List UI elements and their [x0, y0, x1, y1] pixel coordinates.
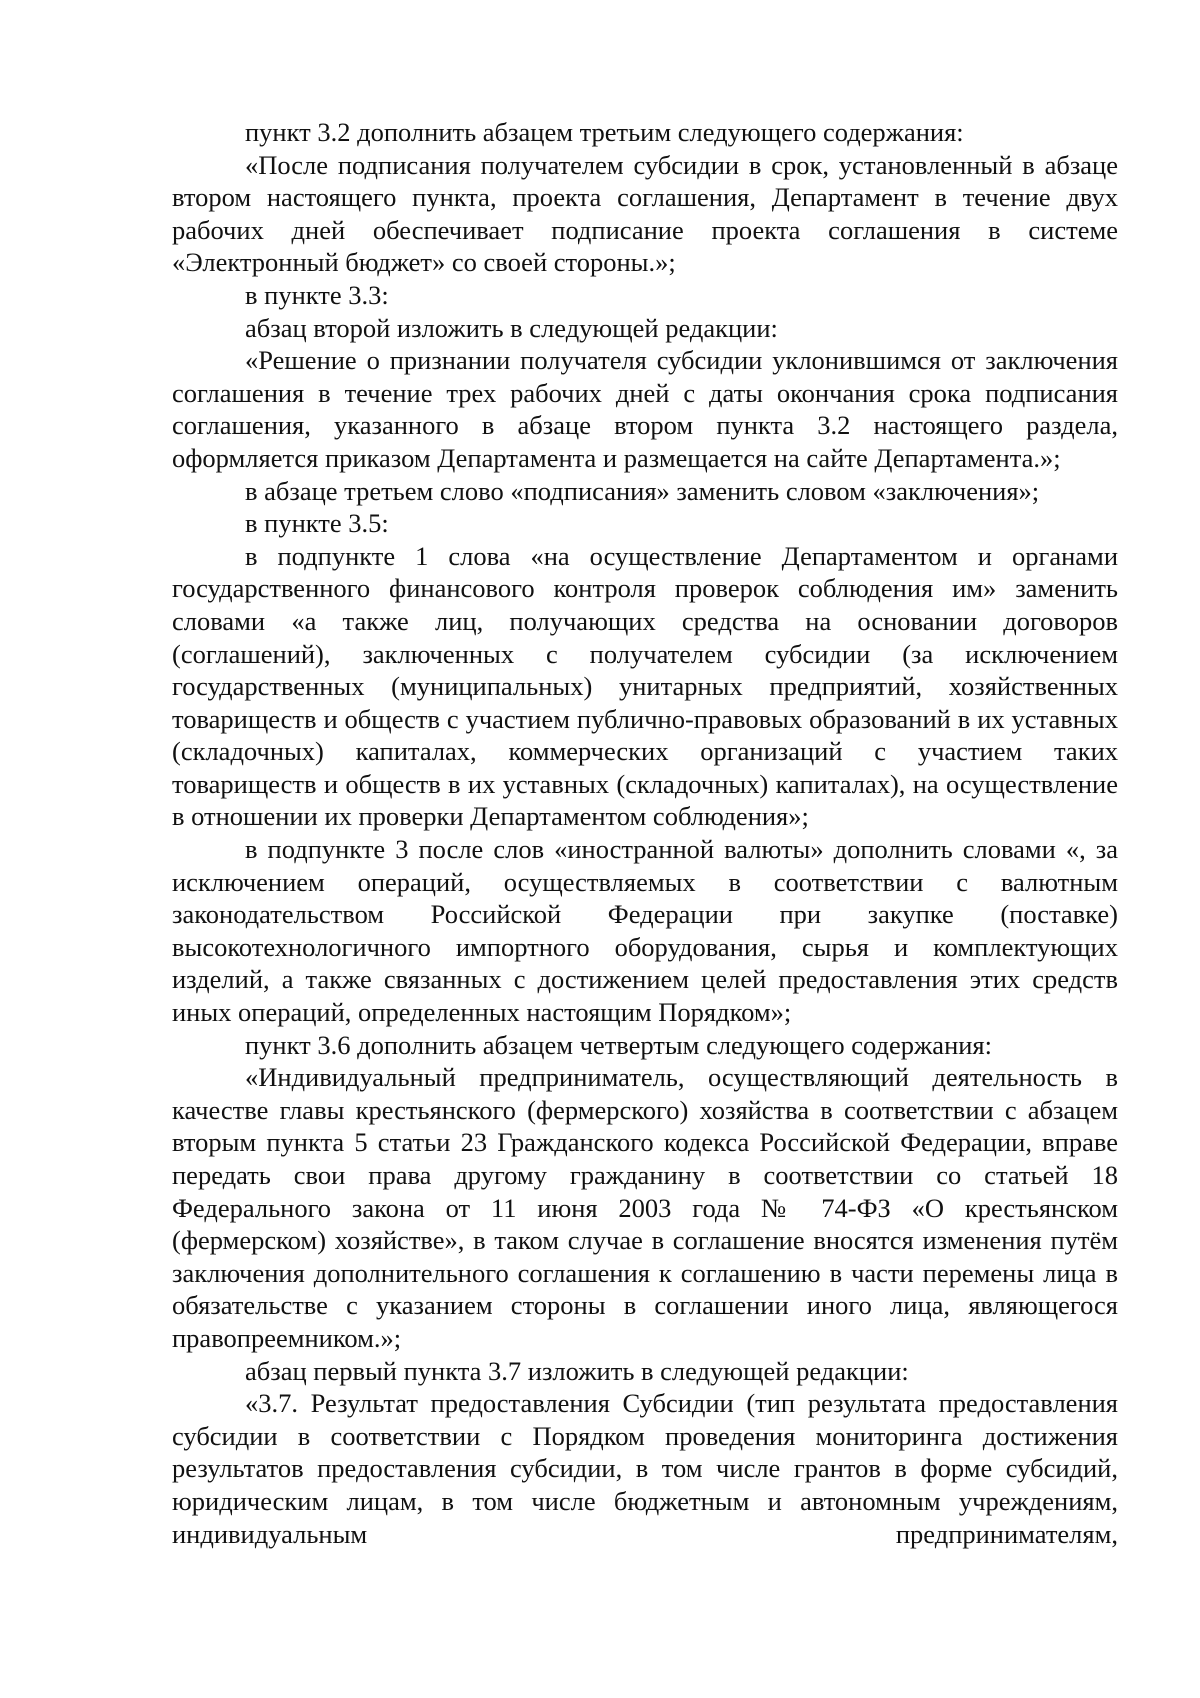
- paragraph-result-quote: «3.7. Результат предоставления Субсидии (тип результата предоставления субсидии в соответствии с Порядком проведения мониторинга достижения результатов предоставления субсидии, в том числе грантов в форме субсидий, юридическим лицам, в том числе бюджетным и автономным учреждениям, индивидуальным предпринимателям,: [172, 1388, 1118, 1549]
- paragraph-subitem-1: в подпункте 1 слова «на осуществление Департаментом и органами государственного финансового контроля проверок соблюдения им» заменить словами «а также лиц, получающих средства на основании договоров (соглашений), заключенных с получателем субсидии (за исключением государственных (муниципальных) унитарных предприятий, хозяйственных товариществ и обществ с участием публично-правовых образований в их уставных (складочных) капиталах, коммерческих организаций с участием таких товариществ и обществ в их уставных (складочных) капиталах), на осуществление в отношении их проверки Департаментом соблюдения»;: [172, 540, 1118, 832]
- paragraph-word-replacement: в абзаце третьем слово «подписания» заменить словом «заключения»;: [245, 475, 1040, 506]
- paragraph-item-3-2: пункт 3.2 дополнить абзацем третьим следующего содержания:: [245, 117, 964, 147]
- paragraph-item-3-6: пункт 3.6 дополнить абзацем четвертым следующего содержания:: [245, 1029, 992, 1060]
- paragraph-evasion-decision-quote: «Решение о признании получателя субсидии уклонившимся от заключения соглашения в течение трех рабочих дней с даты окончания срока подписания соглашения, указанного в абзаце втором пункта 3.2 настоящего раздела, оформляется приказом Департамента и размещается на сайте Департамента.»;: [172, 345, 1118, 473]
- paragraph-signing-quote: «После подписания получателем субсидии в срок, установленный в абзаце втором настоящего пункта, проекта соглашения, Департамент в течение двух рабочих дней обеспечивает подписание проекта соглашения в системе «Электронный бюджет» со своей стороны.»;: [172, 149, 1118, 278]
- paragraph-item-3-3: в пункте 3.3:: [245, 279, 389, 310]
- paragraph-entrepreneur-quote: «Индивидуальный предприниматель, осуществляющий деятельность в качестве главы крестьянского (фермерского) хозяйства в соответствии с абзацем вторым пункта 5 статьи 23 Гражданского кодекса Российской Федерации, вправе передать свои права другому гражданину в соответствии со статьей 18 Федерального закона от 11 июня 2003 года № 74-ФЗ «О крестьянском (фермерском) хозяйстве», в таком случае в соглашение вносятся изменения путём заключения дополнительного соглашения к соглашению в части перемены лица в обязательстве с указанием стороны в соглашении иного лица, являющегося правопреемником.»;: [172, 1062, 1118, 1353]
- paragraph-item-3-7: абзац первый пункта 3.7 изложить в следующей редакции:: [245, 1355, 909, 1386]
- document-body: [172, 116, 1118, 1550]
- paragraph-second-abzats-edit: абзац второй изложить в следующей редакции:: [245, 312, 778, 343]
- paragraph-item-3-5: в пункте 3.5:: [245, 508, 389, 539]
- paragraph-subitem-3: в подпункте 3 после слов «иностранной валюты» дополнить словами «, за исключением операций, осуществляемых в соответствии с валютным законодательством Российской Федерации при закупке (поставке) высокотехнологичного импортного оборудования, сырья и комплектующих изделий, а также связанных с достижением целей предоставления этих средств иных операций, определенных настоящим Порядком»;: [172, 834, 1118, 1028]
